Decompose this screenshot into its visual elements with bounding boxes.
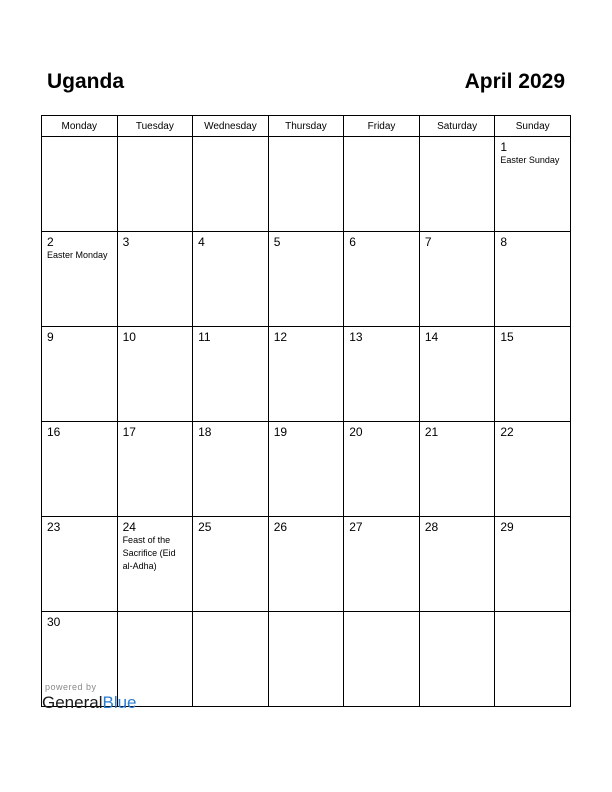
day-cell <box>495 422 571 517</box>
weekday-header: Sunday <box>495 116 571 137</box>
day-cell <box>268 327 344 422</box>
day-number: 15 <box>500 330 514 344</box>
day-cell <box>193 232 269 327</box>
day-cell <box>193 517 269 612</box>
day-number: 26 <box>273 520 288 534</box>
day-number: 8 <box>500 235 508 249</box>
day-cell <box>344 517 420 612</box>
day-cell <box>42 232 118 327</box>
day-number: 16 <box>47 425 61 439</box>
day-cell <box>344 422 420 517</box>
day-cell <box>42 137 118 232</box>
day-cell <box>268 137 344 232</box>
holiday-label: Easter Sunday <box>500 155 560 165</box>
day-number: 21 <box>424 425 439 439</box>
day-cell <box>419 137 495 232</box>
day-cell <box>117 137 193 232</box>
day-cell <box>268 422 344 517</box>
day-number: 25 <box>198 520 212 534</box>
weekday-header: Wednesday <box>193 116 269 137</box>
day-cell <box>117 327 193 422</box>
calendar-month-title: April 2029 <box>464 70 565 93</box>
weekday-header-row <box>42 116 571 137</box>
day-cell <box>495 612 571 707</box>
day-cell <box>268 517 344 612</box>
powered-by-label: powered by <box>45 682 97 692</box>
calendar-grid <box>41 115 571 707</box>
day-cell <box>42 517 118 612</box>
day-number: 22 <box>500 425 514 439</box>
weekday-header: Thursday <box>268 116 344 137</box>
day-number: 1 <box>500 140 508 154</box>
day-cell <box>344 327 420 422</box>
day-number: 23 <box>47 520 61 534</box>
day-cell <box>344 612 420 707</box>
day-number: 3 <box>122 235 130 249</box>
holiday-label: Easter Monday <box>47 250 108 260</box>
day-cell <box>344 137 420 232</box>
day-cell <box>419 612 495 707</box>
day-cell <box>268 232 344 327</box>
generalblue-logo <box>42 693 137 713</box>
day-cell <box>42 422 118 517</box>
day-cell <box>117 517 193 612</box>
day-number: 9 <box>47 330 54 344</box>
week-row <box>42 137 571 232</box>
day-cell <box>193 137 269 232</box>
calendar-country-title: Uganda <box>47 70 125 93</box>
day-cell <box>42 327 118 422</box>
day-number: 27 <box>349 520 363 534</box>
day-number: 6 <box>349 235 356 249</box>
day-cell <box>495 137 571 232</box>
weekday-header: Friday <box>344 116 420 137</box>
day-cell <box>117 422 193 517</box>
day-cell <box>419 232 495 327</box>
day-cell <box>419 517 495 612</box>
day-cell <box>419 422 495 517</box>
day-number: 29 <box>500 520 514 534</box>
day-number: 30 <box>47 615 61 629</box>
day-number: 17 <box>122 425 136 439</box>
day-number: 12 <box>273 330 288 344</box>
day-cell <box>495 327 571 422</box>
day-cell <box>268 612 344 707</box>
holiday-label: Feast of the Sacrifice (Eid al-Adha) <box>122 535 176 571</box>
day-number: 2 <box>47 235 54 249</box>
day-cell <box>344 232 420 327</box>
week-row <box>42 232 571 327</box>
day-cell <box>193 422 269 517</box>
day-cell <box>193 327 269 422</box>
day-cell <box>117 232 193 327</box>
day-number: 5 <box>273 235 281 249</box>
day-number: 7 <box>424 235 432 249</box>
weekday-header: Saturday <box>419 116 495 137</box>
day-number: 13 <box>349 330 363 344</box>
day-number: 18 <box>198 425 212 439</box>
weekday-header: Tuesday <box>117 116 193 137</box>
day-number: 28 <box>424 520 439 534</box>
day-cell <box>495 517 571 612</box>
day-number: 10 <box>122 330 136 344</box>
brand-general-text: General <box>42 693 103 712</box>
day-number: 14 <box>424 330 439 344</box>
day-cell <box>193 612 269 707</box>
day-cell <box>495 232 571 327</box>
day-cell <box>419 327 495 422</box>
week-row <box>42 517 571 612</box>
week-row <box>42 327 571 422</box>
day-number: 19 <box>273 425 288 439</box>
day-number: 24 <box>122 520 136 534</box>
brand-blue-text: Blue <box>102 693 137 712</box>
day-number: 11 <box>198 330 211 344</box>
week-row <box>42 422 571 517</box>
day-number: 20 <box>349 425 363 439</box>
weekday-header: Monday <box>42 116 118 137</box>
day-number: 4 <box>198 235 205 249</box>
